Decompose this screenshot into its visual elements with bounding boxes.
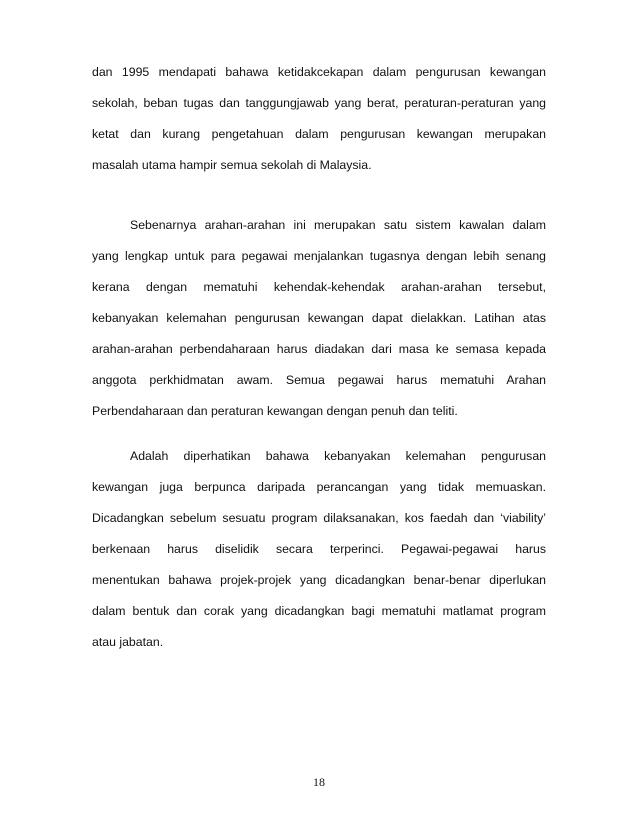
- paragraph-line: masalah utama hampir semua sekolah di Malaysia.: [92, 158, 372, 172]
- paragraph-line: Sebenarnya arahan-arahan ini merupakan satu sistem kawalan dalam: [130, 218, 546, 232]
- paragraph-line: berkenaan harus diselidik secara terperinci. Pegawai-pegawai harus: [92, 542, 546, 556]
- paragraph-line: arahan-arahan perbendaharaan harus diadakan dari masa ke semasa kepada: [92, 342, 546, 356]
- paragraph-line: Adalah diperhatikan bahawa kebanyakan kelemahan pengurusan: [130, 449, 546, 463]
- paragraph-2: [92, 218, 546, 435]
- paragraph-line: kerana dengan mematuhi kehendak-kehendak arahan-arahan tersebut,: [92, 280, 546, 294]
- paragraph-line: kebanyakan kelemahan pengurusan kewangan dapat dielakkan. Latihan atas: [92, 311, 546, 325]
- paragraph-line: menentukan bahawa projek-projek yang dicadangkan benar-benar diperlukan: [92, 573, 546, 587]
- paragraph-line: kewangan juga berpunca daripada perancangan yang tidak memuaskan.: [92, 480, 546, 494]
- paragraph-line: yang lengkap untuk para pegawai menjalankan tugasnya dengan lebih senang: [92, 249, 546, 263]
- paragraph-line: ketat dan kurang pengetahuan dalam pengurusan kewangan merupakan: [92, 127, 546, 141]
- paragraph-line: dan 1995 mendapati bahawa ketidakcekapan dalam pengurusan kewangan: [92, 65, 546, 79]
- paragraph-1: [92, 65, 546, 189]
- paragraph-line: sekolah, beban tugas dan tanggungjawab yang berat, peraturan-peraturan yang: [92, 96, 546, 110]
- paragraph-line: atau jabatan.: [92, 635, 164, 649]
- paragraph-line: dalam bentuk dan corak yang dicadangkan bagi mematuhi matlamat program: [92, 604, 546, 618]
- page-number: 18: [313, 775, 325, 789]
- paragraph-line: Dicadangkan sebelum sesuatu program dilaksanakan, kos faedah dan ‘viability’: [92, 511, 546, 525]
- paragraph-line: anggota perkhidmatan awam. Semua pegawai harus mematuhi Arahan: [92, 373, 546, 387]
- paragraph-3: [92, 449, 546, 666]
- paragraph-line: Perbendaharaan dan peraturan kewangan dengan penuh dan teliti.: [92, 404, 458, 418]
